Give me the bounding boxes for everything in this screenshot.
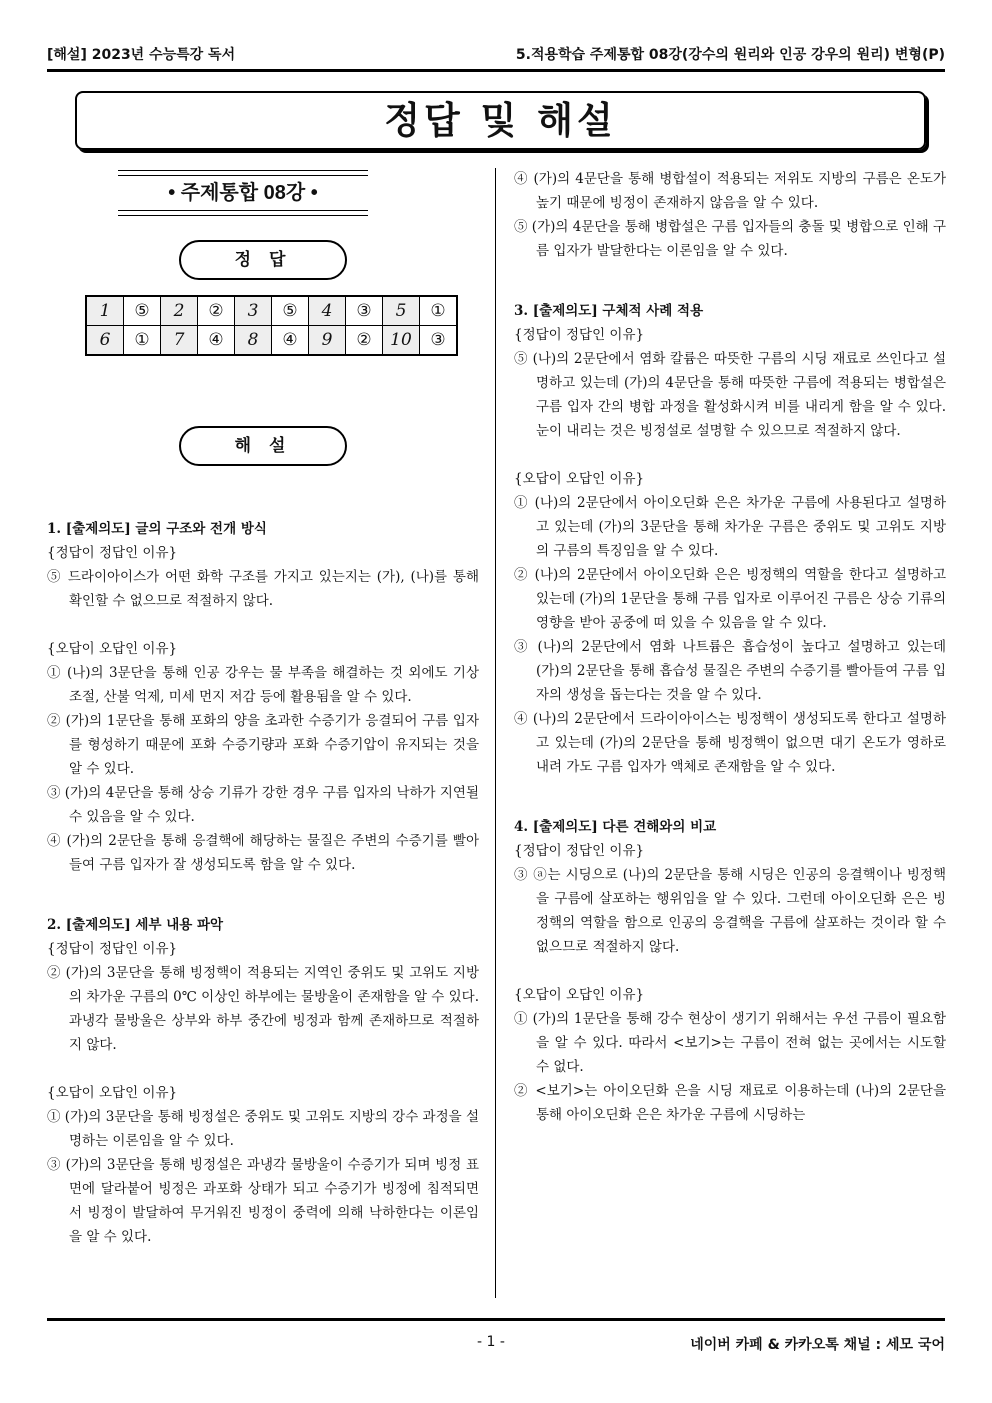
title-box: [75, 91, 926, 150]
footer-credit: 네이버 카페 & 카카오톡 채널 : 세모 국어: [690, 1337, 945, 1353]
explanation-item: ④ (나)의 2문단에서 드라이아이스는 빙정핵이 생성되도록 한다고 설명하고 있는데 (가)의 2문단을 통해 빙정핵이 없으면 대기 온도가 영하로 내려 가도 구름 입자가 액체로 존재함을 알 수 있다.: [514, 711, 946, 775]
subheading: {정답이 정답인 이유}: [47, 545, 178, 561]
explanation-item: ① (가)의 3문단을 통해 빙정설은 중위도 및 고위도 지방의 강수 과정을 설명하는 이론임을 알 수 있다.: [47, 1109, 479, 1149]
topic-label: • 주제통합 08강 •: [168, 182, 318, 204]
explanation-item: ④ (가)의 4문단을 통해 병합설이 적용되는 저위도 지방의 구름은 온도가 높기 때문에 빙정이 존재하지 않음을 알 수 있다.: [514, 171, 946, 211]
subheading: {오답이 오답인 이유}: [514, 471, 645, 487]
explanation-label: 해 설: [179, 426, 347, 466]
answer-choice: ③: [346, 296, 383, 326]
answer-choice: ①: [124, 326, 161, 356]
subheading: {정답이 정답인 이유}: [514, 327, 645, 343]
left-column: [47, 517, 479, 1249]
explanation-item: ② (가)의 3문단을 통해 빙정핵이 적용되는 지역인 중위도 및 고위도 지방의 차가운 구름의 0℃ 이상인 하부에는 물방울이 존재함을 알 수 있다. 과냉각 물방울은 상부와 하부 중간에 빙정과 함께 존재하므로 적절하지 않다.: [47, 965, 479, 1053]
question-number: 1: [86, 296, 124, 326]
answer-choice: ①: [420, 296, 458, 326]
section-title: 3. [출제의도] 구체적 사례 적용: [514, 303, 704, 319]
page-title: 정답 및 해설: [384, 99, 617, 142]
page-number: - 1 -: [477, 1334, 505, 1350]
answer-row: [86, 326, 457, 356]
question-number: 10: [383, 326, 420, 356]
header-right: 5.적용학습 주제통합 08강(강수의 원리와 인공 강우의 원리) 변형(P): [515, 47, 945, 63]
section-title: 2. [출제의도] 세부 내용 파악: [47, 917, 224, 933]
explanation-item: ⑤ (나)의 2문단에서 염화 칼륨은 따뜻한 구름의 시딩 재료로 쓰인다고 설명하고 있는데 (가)의 4문단을 통해 따뜻한 구름에 적용되는 병합설은 구름 입자 간의 병합 과정을 활성화시켜 비를 내리게 함을 알 수 있다. 눈이 내리는 것은 빙정설로 설명할 수 있으므로 적절하지 않다.: [514, 351, 946, 439]
answer-choice: ②: [198, 296, 235, 326]
answer-choice: ②: [346, 326, 383, 356]
explanation-item: ③ ⓐ는 시딩으로 (나)의 2문단을 통해 시딩은 인공의 응결핵이나 빙정핵을 구름에 살포하는 행위임을 알 수 있다. 그런데 아이오딘화 은은 빙정핵의 역할을 함으로 인공의 응결핵을 구름에 살포하는 것이라 할 수 없으므로 적절하지 않다.: [514, 867, 946, 955]
explanation-item: ② <보기>는 아이오딘화 은을 시딩 재료로 이용하는데 (나)의 2문단을 통해 아이오딘화 은은 차가운 구름에 시딩하는: [514, 1083, 946, 1123]
column-divider: [495, 168, 496, 1298]
explanation-item: ⑤ (가)의 4문단을 통해 병합설은 구름 입자들의 충돌 및 병합으로 인해 구름 입자가 발달한다는 이론임을 알 수 있다.: [514, 219, 946, 259]
answer-label: 정 답: [179, 240, 347, 280]
answer-choice: ④: [198, 326, 235, 356]
explanation-item: ④ (가)의 2문단을 통해 응결핵에 해당하는 물질은 주변의 수증기를 빨아들여 구름 입자가 잘 생성되도록 함을 알 수 있다.: [47, 833, 479, 873]
explanation-item: ③ (가)의 3문단을 통해 빙정설은 과냉각 물방울이 수증기가 되며 빙정 표면에 달라붙어 빙정은 과포화 상태가 되고 수증기가 빙정에 침적되면서 빙정이 발달하여 무거워진 빙정이 중력에 의해 낙하한다는 이론임을 알 수 있다.: [47, 1157, 479, 1245]
explanation-item: ③ (가)의 4문단을 통해 상승 기류가 강한 경우 구름 입자의 낙하가 지연될 수 있음을 알 수 있다.: [47, 785, 479, 825]
explanation-item: ① (나)의 3문단을 통해 인공 강우는 물 부족을 해결하는 것 외에도 기상 조절, 산불 억제, 미세 먼지 저감 등에 활용됨을 알 수 있다.: [47, 665, 479, 705]
question-number: 8: [235, 326, 272, 356]
answer-table: [85, 295, 458, 356]
question-number: 9: [309, 326, 346, 356]
answer-choice: ⑤: [124, 296, 161, 326]
explanation-item: ① (나)의 2문단에서 아이오딘화 은은 차가운 구름에 사용된다고 설명하고 있는데 (가)의 3문단을 통해 차가운 구름은 중위도 및 고위도 지방의 구름의 특징임을 알 수 있다.: [514, 495, 946, 559]
header-left: [해설] 2023년 수능특강 독서: [47, 47, 236, 63]
header-rule: [47, 69, 945, 72]
right-column: [514, 167, 946, 1127]
subheading: {오답이 오답인 이유}: [47, 1085, 178, 1101]
question-number: 6: [86, 326, 124, 356]
question-number: 7: [161, 326, 198, 356]
subheading: {오답이 오답인 이유}: [514, 987, 645, 1003]
answer-choice: ③: [420, 326, 458, 356]
explanation-item: ① (가)의 1문단을 통해 강수 현상이 생기기 위해서는 우선 구름이 필요함을 알 수 있다. 따라서 <보기>는 구름이 전혀 없는 곳에서는 시도할 수 없다.: [514, 1011, 946, 1075]
subheading: {정답이 정답인 이유}: [514, 843, 645, 859]
answer-row: [86, 296, 457, 326]
subheading: {오답이 오답인 이유}: [47, 641, 178, 657]
explanation-item: ③ (나)의 2문단에서 염화 나트륨은 흡습성이 높다고 설명하고 있는데 (가)의 2문단을 통해 흡습성 물질은 주변의 수증기를 빨아들여 구름 입자의 생성을 돕는다는 것을 알 수 있다.: [514, 639, 946, 703]
explanation-item: ② (나)의 2문단에서 아이오딘화 은은 빙정핵의 역할을 한다고 설명하고 있는데 (가)의 1문단을 통해 구름 입자로 이루어진 구름은 상승 기류의 영향을 받아 공중에 떠 있을 수 있음을 알 수 있다.: [514, 567, 946, 631]
answer-choice: ④: [272, 326, 309, 356]
question-number: 4: [309, 296, 346, 326]
answer-choice: ⑤: [272, 296, 309, 326]
explanation-item: ② (가)의 1문단을 통해 포화의 양을 초과한 수증기가 응결되어 구름 입자를 형성하기 때문에 포화 수증기량과 포화 수증기압이 유지되는 것을 알 수 있다.: [47, 713, 479, 777]
question-number: 5: [383, 296, 420, 326]
question-number: 2: [161, 296, 198, 326]
page-header: [47, 44, 945, 66]
subheading: {정답이 정답인 이유}: [47, 941, 178, 957]
topic-banner: [118, 170, 368, 216]
section-title: 4. [출제의도] 다른 견해와의 비교: [514, 819, 717, 835]
explanation-item: ⑤ 드라이아이스가 어떤 화학 구조를 가지고 있는지는 (가), (나)를 통해 확인할 수 없으므로 적절하지 않다.: [47, 569, 479, 609]
section-title: 1. [출제의도] 글의 구조와 전개 방식: [47, 521, 267, 537]
question-number: 3: [235, 296, 272, 326]
footer-rule: [47, 1318, 945, 1321]
